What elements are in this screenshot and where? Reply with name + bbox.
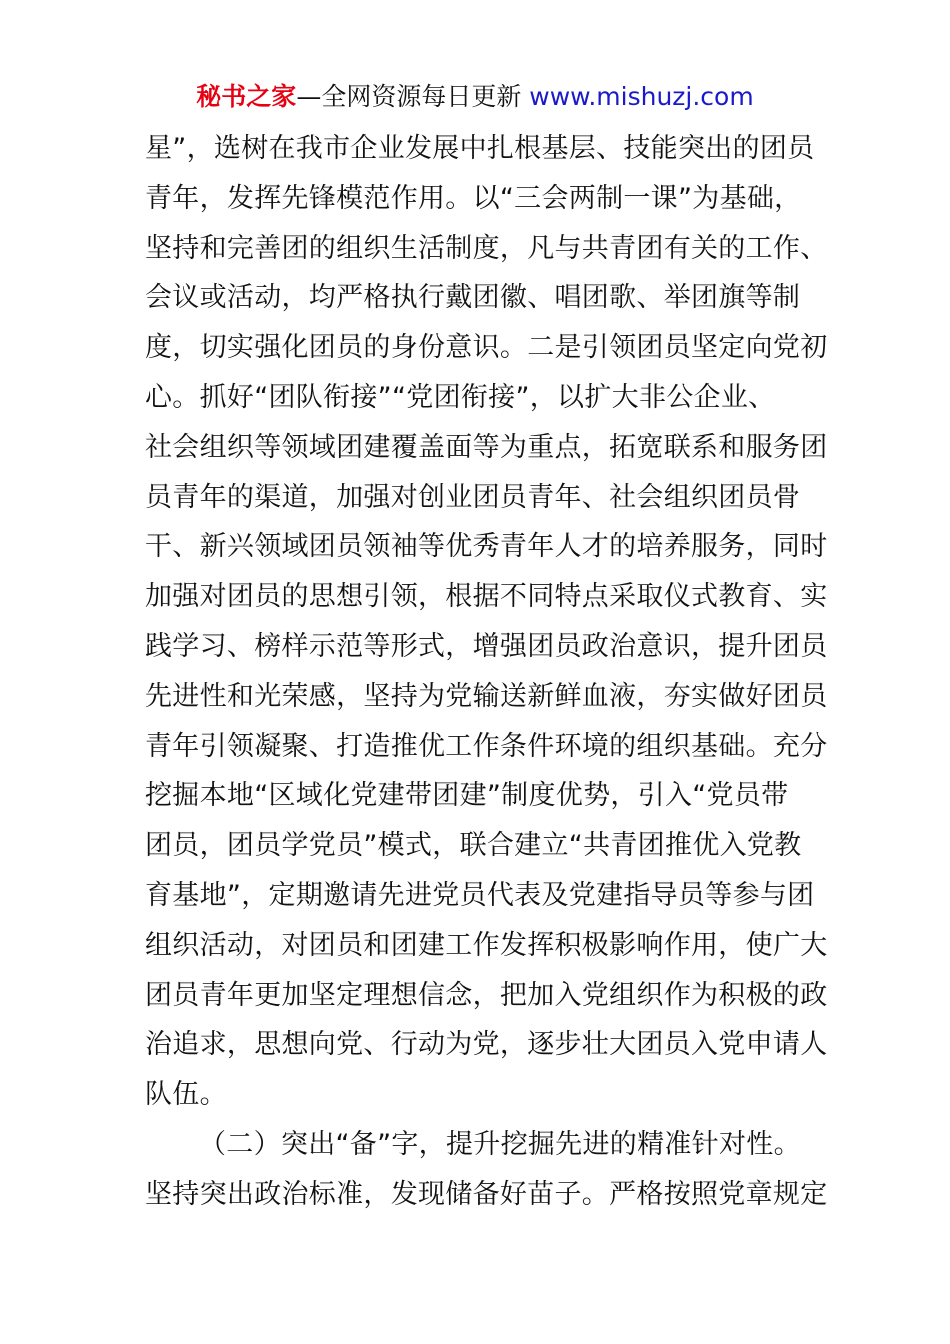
text-line: 度，切实强化团员的身份意识。二是引领团员坚定向党初 — [145, 332, 828, 364]
page-header — [0, 80, 950, 114]
text-line: 加强对团员的思想引领，根据不同特点采取仪式教育、实 — [145, 581, 828, 613]
text-line: 团员青年更加坚定理想信念，把加入党组织作为积极的政 — [145, 979, 828, 1011]
text-line: 挖掘本地“区域化党建带团建”制度优势，引入“党员带 — [145, 780, 789, 812]
text-line: 心。抓好“团队衔接”“党团衔接”，以扩大非公企业、 — [145, 381, 776, 413]
text-line: 践学习、榜样示范等形式，增强团员政治意识，提升团员 — [145, 630, 828, 662]
text-line: 治追求，思想向党、行动为党，逐步壮大团员入党申请人 — [145, 1029, 828, 1061]
text-line: 青年引领凝聚、打造推优工作条件环境的组织基础。充分 — [145, 730, 828, 762]
text-line: 坚持突出政治标准，发现储备好苗子。严格按照党章规定 — [145, 1178, 828, 1210]
text-line: 坚持和完善团的组织生活制度，凡与共青团有关的工作、 — [145, 232, 828, 264]
document-body — [145, 124, 828, 1220]
text-line: 青年，发挥先锋模范作用。以“三会两制一课”为基础， — [145, 182, 802, 214]
text-line: 员青年的渠道，加强对创业团员青年、社会组织团员骨 — [145, 481, 801, 513]
text-line: 干、新兴领域团员领袖等优秀青年人才的培养服务，同时 — [145, 531, 828, 563]
text-line: 组织活动，对团员和团建工作发挥积极影响作用，使广大 — [145, 929, 828, 961]
text-line: 星”，选树在我市企业发展中扎根基层、技能突出的团员 — [145, 133, 815, 164]
text-line: 团员，团员学党员”模式，联合建立“共青团推优入党教 — [145, 830, 802, 862]
text-line: 队伍。 — [145, 1079, 227, 1111]
text-line: 会议或活动，均严格执行戴团徽、唱团歌、举团旗等制 — [145, 282, 801, 314]
section-heading: （二）突出“备”字，提升挖掘先进的精准针对性。 — [199, 1128, 801, 1160]
brand-name: 秘书之家 — [196, 82, 297, 111]
text-line: 先进性和光荣感，坚持为党输送新鲜血液，夯实做好团员 — [145, 680, 828, 712]
site-url-link[interactable]: www.mishuzj.com — [529, 82, 754, 111]
text-line: 育基地”，定期邀请先进党员代表及党建指导员等参与团 — [145, 879, 815, 911]
text-line: 社会组织等领域团建覆盖面等为重点，拓宽联系和服务团 — [145, 431, 828, 463]
header-tagline: —全网资源每日更新 — [296, 82, 522, 111]
